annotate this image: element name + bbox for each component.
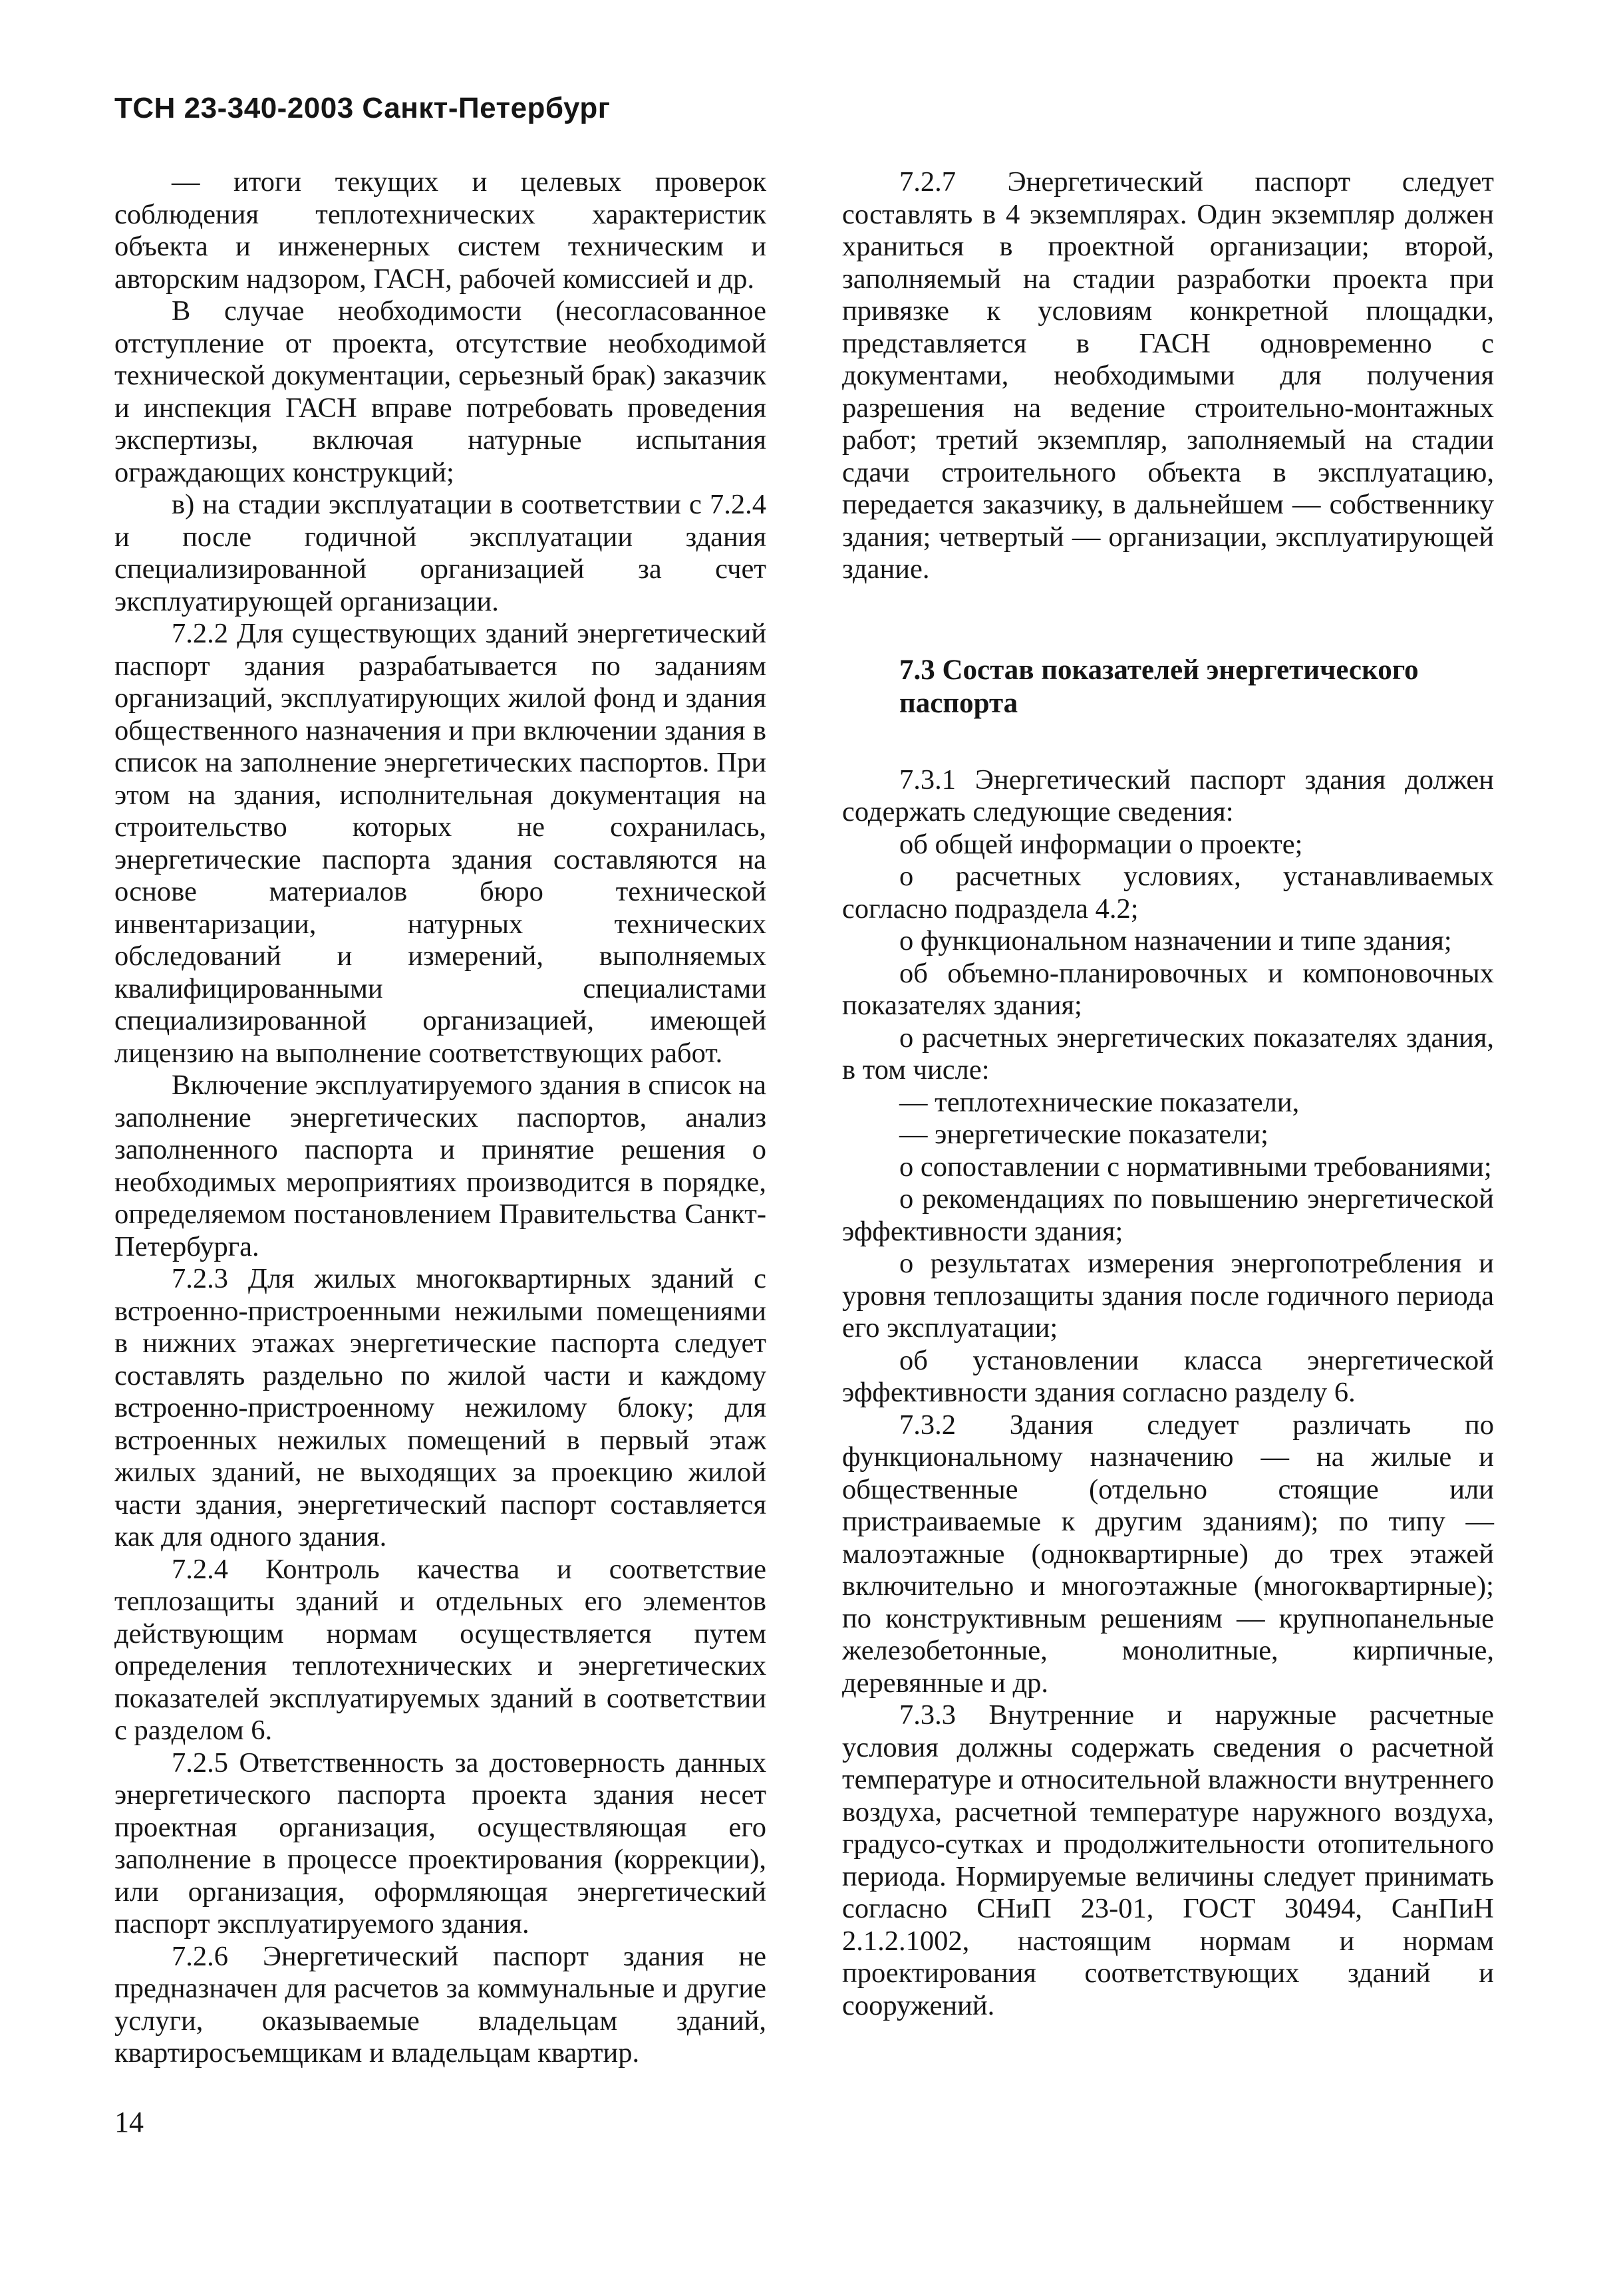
list-item: о результатах измерения энергопотребления и уровня теплозащиты здания после годичного периода его эксплуатации; xyxy=(842,1248,1494,1344)
paragraph: — итоги текущих и целевых проверок соблюдения теплотехнических характеристик объекта и инженерных систем техническим и авторским надзором, ГАСН, рабочей комиссией и др. xyxy=(114,166,766,295)
list-item: — теплотехнические показатели, xyxy=(899,1086,1300,1118)
list-item: о расчетных условиях, устанавливаемых согласно подраздела 4.2; xyxy=(842,861,1494,925)
paragraph: 7.2.4 Контроль качества и соответствие теплозащиты зданий и отдельных его элементов действующим нормам осуществляется путем определения теплотехнических и энергетических показателей эксплуатируемых зданий в соответствии с разделом 6. xyxy=(114,1553,766,1746)
paragraph: В случае необходимости (несогласованное отступление от проекта, отсутствие необходимой технической документации, серьезный брак) заказчик и инспекция ГАСН вправе потребовать проведения экспертизы, включая натурные испытания ограждающих конструкций; xyxy=(114,295,766,488)
list-item: — энергетические показатели; xyxy=(899,1119,1268,1150)
paragraph: 7.2.5 Ответственность за достоверность данных энергетического паспорта проекта здания несет проектная организация, осуществляющая его заполнение в процессе проектирования (коррекции), или организация, оформляющая энергетический паспорт эксплуатируемого здания. xyxy=(114,1747,766,1939)
list-item: об объемно-планировочных и компоновочных показателях здания; xyxy=(842,957,1494,1021)
list-item: о функциональном назначении и типе здания; xyxy=(899,925,1452,956)
paragraph: 7.3.3 Внутренние и наружные расчетные условия должны содержать сведения о расчетной температуре и относительной влажности внутреннего воздуха, расчетной температуре наружного воздуха, градусо-сутках и продолжительности отопительного периода. Нормируемые величины следует принимать согласно СНиП 23-01, ГОСТ 30494, СанПиН 2.1.2.1002, настоящим нормам и нормам проектирования соответствующих зданий и сооружений. xyxy=(842,1699,1494,2021)
list-item: об установлении класса энергетической эффективности здания согласно разделу 6. xyxy=(842,1344,1494,1408)
paragraph: в) на стадии эксплуатации в соответствии с 7.2.4 и после годичной эксплуатации здания специализированной организацией за счет эксплуатирующей организации. xyxy=(114,489,766,617)
section-heading: 7.3 Состав показателей энергетического паспорта xyxy=(899,654,1419,719)
list-item: о расчетных энергетических показателях здания, в том числе: xyxy=(842,1022,1494,1085)
left-column xyxy=(114,166,766,2070)
paragraph: 7.2.7 Энергетический паспорт следует составлять в 4 экземплярах. Один экземпляр должен храниться в проектной организации; второй, заполняемый на стадии разработки проекта при привязке к условиям конкретной площадки, представляется в ГАСН одновременно с документами, необходимыми для получения разрешения на ведение строительно-монтажных работ; третий экземпляр, заполняемый на стадии сдачи строительного объекта в эксплуатацию, передается заказчику, в дальнейшем — собственнику здания; четвертый — организации, эксплуатирующей здание. xyxy=(842,166,1494,585)
paragraph: Включение эксплуатируемого здания в список на заполнение энергетических паспортов, анализ заполненного паспорта и принятие решения о необходимых мероприятиях производится в порядке, определяемом постановлением Правительства Санкт-Петербурга. xyxy=(114,1070,766,1262)
running-header: ТСН 23-340-2003 Санкт-Петербург xyxy=(114,92,611,124)
paragraph: 7.3.1 Энергетический паспорт здания должен содержать следующие сведения: xyxy=(842,764,1494,827)
page-number: 14 xyxy=(114,2106,144,2138)
paragraph: 7.2.2 Для существующих зданий энергетический паспорт здания разрабатывается по заданиям организаций, эксплуатирующих жилой фонд и здания общественного назначения и при включении здания в список на заполнение энергетических паспортов. При этом на здания, исполнительная документация на строительство которых не сохранилась, энергетические паспорта здания составляются на основе материалов бюро технической инвентаризации, натурных технических обследований и измерений, выполняемых квалифицированными специалистами специализированной организацией, имеющей лицензию на выполнение соответствующих работ. xyxy=(114,618,766,1069)
paragraph: 7.3.2 Здания следует различать по функциональному назначению — на жилые и общественные (отдельно стоящие или пристраиваемые к другим зданиям); по типу — малоэтажные (одноквартирные) до трех этажей включительно и многоэтажные (многоквартирные); по конструктивным решениям — крупнопанельные железобетонные, монолитные, кирпичные, деревянные и др. xyxy=(842,1409,1494,1699)
list-item: о рекомендациях по повышению энергетической эффективности здания; xyxy=(842,1183,1494,1247)
paragraph: 7.2.3 Для жилых многоквартирных зданий с встроенно-пристроенными нежилыми помещениями в нижних этажах энергетические паспорта следует составлять раздельно по жилой части и каждому встроенно-пристроенному нежилому блоку; для встроенных нежилых помещений в первый этаж жилых зданий, не выходящих за проекцию жилой части здания, энергетический паспорт составляется как для одного здания. xyxy=(114,1263,766,1552)
list-item: о сопоставлении с нормативными требованиями; xyxy=(899,1151,1492,1183)
paragraph: 7.2.6 Энергетический паспорт здания не предназначен для расчетов за коммунальные и другие услуги, оказываемые владельцам зданий, квартиросъемщикам и владельцам квартир. xyxy=(114,1940,766,2069)
list-item: об общей информации о проекте; xyxy=(899,828,1303,860)
right-column xyxy=(842,166,1494,2022)
